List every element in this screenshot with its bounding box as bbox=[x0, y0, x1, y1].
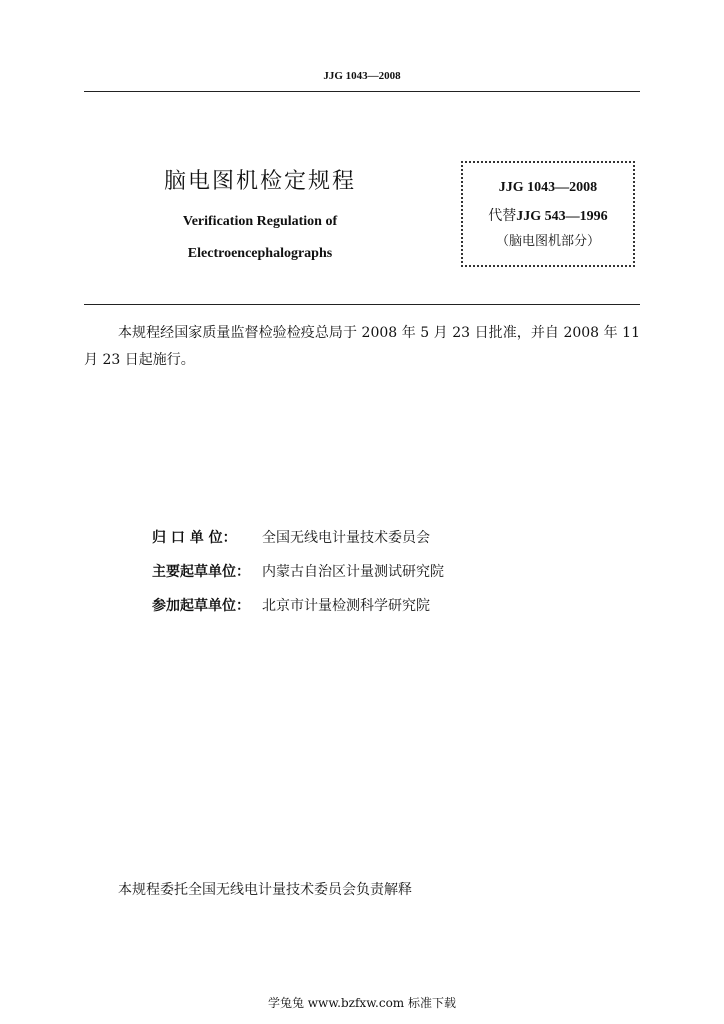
replaced-code: JJG 543—1996 bbox=[516, 209, 608, 224]
unit-label: 参加起草单位： bbox=[152, 598, 250, 614]
unit-value: 北京市计量检测科学研究院 bbox=[262, 598, 430, 614]
footer-watermark-text: 学兔兔 www.bzfxw.com 标准下载 bbox=[267, 996, 457, 1010]
unit-row-responsible bbox=[152, 527, 430, 547]
section-rule bbox=[84, 304, 640, 305]
interpretation-statement: 本规程委托全国无线电计量技术委员会负责解释 bbox=[118, 882, 412, 898]
title-english-line2: Electroencephalographs bbox=[187, 246, 333, 261]
unit-value: 内蒙古自治区计量测试研究院 bbox=[262, 564, 444, 580]
title-chinese: 脑电图机检定规程 bbox=[163, 169, 356, 194]
header-rule bbox=[84, 91, 640, 92]
replaces-line bbox=[461, 205, 635, 225]
unit-value: 全国无线电计量技术委员会 bbox=[262, 530, 430, 546]
running-header-code: JJG 1043—2008 bbox=[323, 70, 401, 82]
standard-code: JJG 1043—2008 bbox=[498, 180, 598, 195]
title-english-line1: Verification Regulation of bbox=[182, 214, 338, 229]
unit-row-participating-drafter bbox=[152, 595, 430, 615]
approval-paragraph: 本规程经国家质量监督检验检疫总局于 2008 年 5 月 23 日批准，并自 2008 年 11 月 23 日起施行。 bbox=[84, 325, 640, 368]
replaces-note: （脑电图机部分） bbox=[495, 233, 600, 248]
unit-row-main-drafter bbox=[152, 561, 444, 581]
unit-label: 归 口 单 位： bbox=[152, 530, 237, 546]
replaces-prefix: 代替 bbox=[488, 209, 517, 224]
unit-label: 主要起草单位： bbox=[152, 564, 250, 580]
